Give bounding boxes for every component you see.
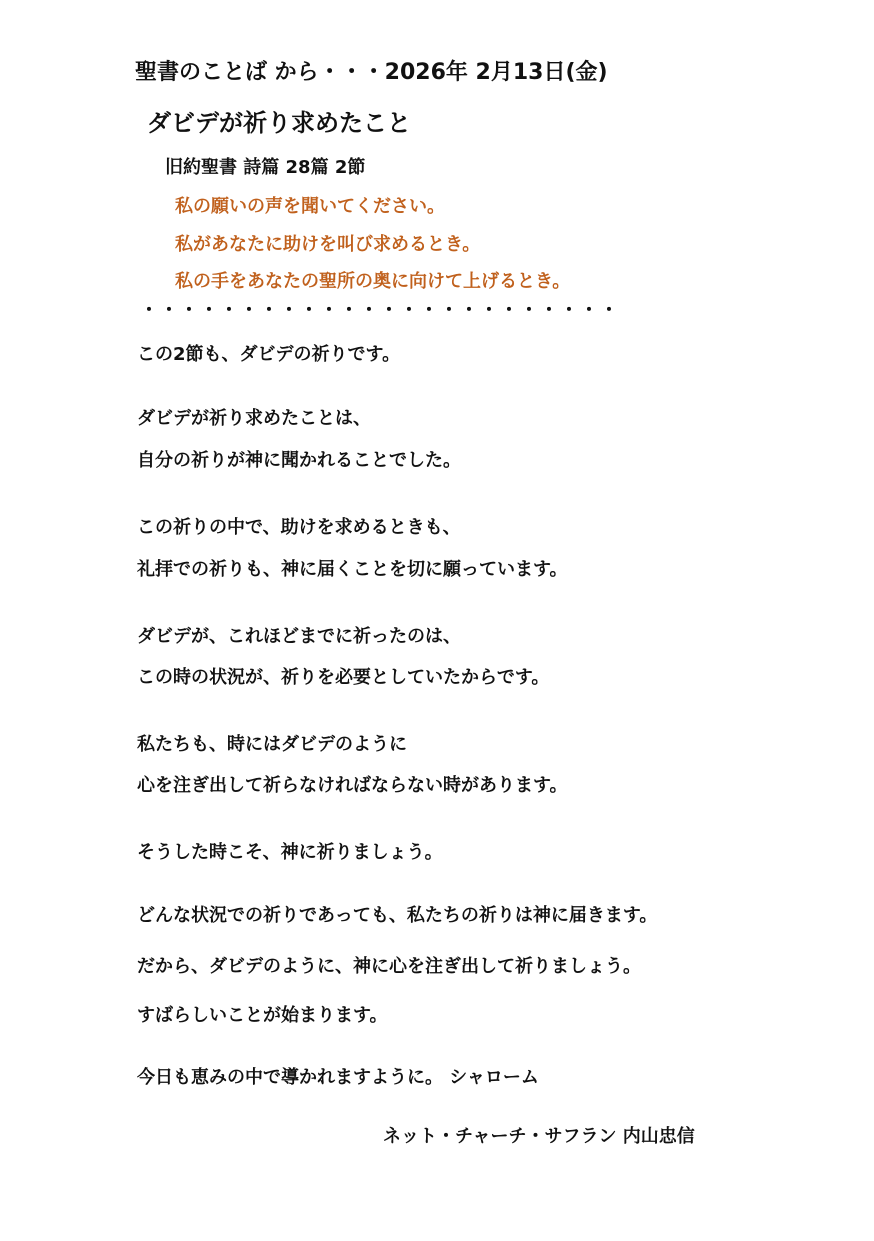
body-line: そうした時こそ、神に祈りましょう。 — [137, 842, 443, 863]
scripture-reference: 旧約聖書 詩篇 28篇 2節 — [165, 157, 366, 178]
body-line: 私たちも、時にはダビデのように — [137, 734, 407, 755]
body-line: この時の状況が、祈りを必要としていたからです。 — [137, 667, 550, 688]
body-line: 心を注ぎ出して祈らなければならない時があります。 — [137, 775, 568, 796]
separator-dots: ・・・・・・・・・・・・・・・・・・・・・・・・ — [140, 300, 620, 321]
body-line: この祈りの中で、助けを求めるときも、 — [137, 517, 461, 538]
body-line: この2節も、ダビデの祈りです。 — [137, 344, 401, 365]
verse-line: 私の手をあなたの聖所の奥に向けて上げるとき。 — [175, 271, 571, 292]
body-line: だから、ダビデのように、神に心を注ぎ出して祈りましょう。 — [137, 956, 641, 977]
body-line: ダビデが、これほどまでに祈ったのは、 — [137, 626, 461, 647]
body-line: 自分の祈りが神に聞かれることでした。 — [137, 450, 461, 471]
body-line: どんな状況での祈りであっても、私たちの祈りは神に届きます。 — [137, 905, 658, 926]
author-signature: ネット・チャーチ・サフラン 内山忠信 — [383, 1126, 695, 1147]
verse-line: 私があなたに助けを叫び求めるとき。 — [175, 234, 481, 255]
body-line: ダビデが祈り求めたことは、 — [137, 408, 371, 429]
body-line: 今日も恵みの中で導かれますように。 シャローム — [137, 1067, 539, 1088]
body-line: 礼拝での祈りも、神に届くことを切に願っています。 — [137, 559, 568, 580]
verse-line: 私の願いの声を聞いてください。 — [175, 196, 445, 217]
document-header: 聖書のことば から・・・2026年 2月13日(金) — [135, 60, 608, 85]
body-line: すばらしいことが始まります。 — [137, 1005, 388, 1026]
document-title: ダビデが祈り求めたこと — [147, 109, 411, 137]
